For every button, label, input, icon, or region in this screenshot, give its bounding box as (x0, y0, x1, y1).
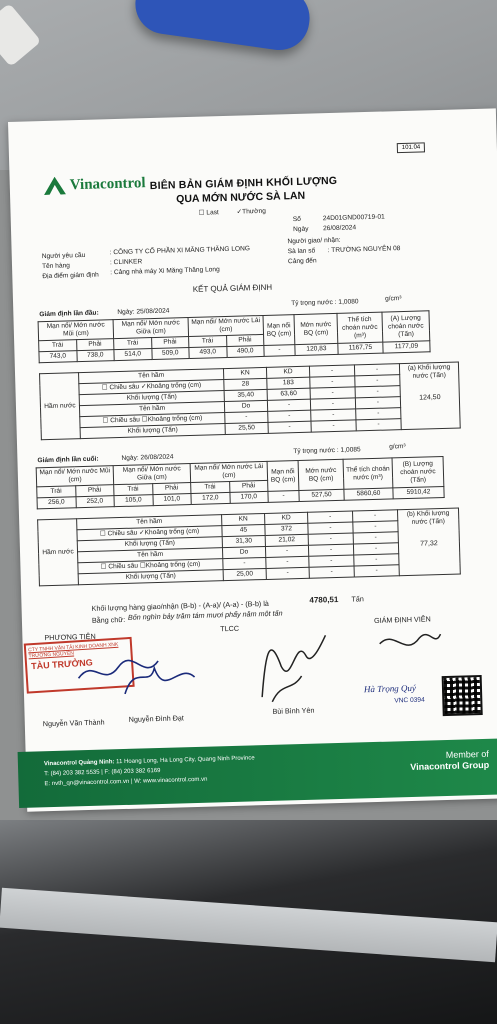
draft-cell: 170,0 (229, 491, 268, 503)
so-label: Số (292, 215, 302, 224)
words-label: Bằng chữ: (91, 614, 126, 625)
depth-row: ☐ Chiều sâu ✓Khoảng trống (cm) (77, 526, 222, 541)
hdr-trai: Trái (189, 335, 227, 347)
first-label: Giám định lần đầu: (39, 309, 99, 319)
depth-row: ☐ Chiều sâu ☐Khoảng trống (cm) (80, 413, 225, 428)
name-3: Bùi Bình Yên (272, 705, 315, 716)
hdr-phai: Phải (151, 337, 189, 349)
hdr-lai: Mạn nổi/ Mớn nước Lái (cm) (188, 315, 264, 336)
inspection-report-paper (8, 108, 497, 811)
vnc-code: VNC 0394 (394, 696, 425, 705)
tank-cell: 45 (222, 524, 265, 536)
footer-email: E: nvth_qn@vinacontrol.com.vn | W: www.vinacontrol.com.vn (44, 776, 208, 788)
draft-cell: 514,0 (114, 349, 152, 361)
first-mass-cell (399, 362, 460, 430)
mass-row-label: Khối lượng (Tấn) (80, 424, 225, 439)
draft-cell: 743,0 (39, 351, 77, 363)
footer-member-of: Member of (445, 748, 489, 761)
first-mass-label: (a) Khối lượng nước (Tấn) (407, 363, 451, 380)
footer-group: Vinacontrol Group (410, 759, 490, 773)
draft-cell: - (268, 491, 299, 503)
last-density-unit: g/cm³ (389, 443, 406, 451)
hdr-phai: Phải (229, 480, 268, 492)
tank-cell: 21,02 (265, 534, 308, 546)
tank-cell: 25,00 (223, 568, 266, 580)
footer-member (410, 749, 489, 773)
report-subtitle: QUA MỚN NƯỚC SÀ LAN (176, 189, 306, 206)
hdr-phai: Phải (75, 485, 114, 497)
signature-3 (250, 625, 332, 707)
depth-row: ☐ Chiều sâu ✓Khoảng trống (cm) (79, 380, 224, 395)
tank-cell: Do (224, 400, 267, 412)
footer-contact (44, 753, 256, 789)
last-mass-value: 77,32 (420, 540, 438, 548)
deliverer-label: Người giao/ nhận: (287, 236, 341, 246)
hdr-bq1: Mạn nổi BQ (cm) (267, 461, 299, 492)
ngay-label: Ngày (293, 225, 309, 234)
barge-label: Sà lan số (287, 247, 316, 256)
ten-ham: Tên hầm (79, 369, 224, 384)
sign-left: PHƯƠNG TIỆN (44, 631, 96, 643)
last-label: Giám định lần cuối: (37, 455, 99, 465)
draft-cell: 101,0 (152, 494, 191, 506)
place-value: : Cảng nhà máy Xi Măng Thăng Long (110, 266, 220, 277)
requester-label: Người yêu cầu (41, 251, 86, 261)
draft-cell: - (264, 345, 295, 357)
place-label: Địa điểm giám định (42, 271, 99, 281)
kd-header: KD (265, 512, 308, 524)
so-value: 24D01GND00719-01 (322, 213, 385, 223)
hdr-trai: Trái (39, 340, 77, 352)
report-title: BIÊN BẢN GIÁM ĐỊNH KHỐI LƯỢNG (149, 174, 338, 193)
result-title: KẾT QUẢ GIÁM ĐỊNH (192, 282, 273, 294)
ngay-value: 26/08/2024 (323, 224, 357, 233)
hdr-trai: Trái (37, 486, 76, 498)
ham-label: Hầm nước (38, 519, 79, 586)
hdr-lai: Mạn nổi/ Mớn nước Lái (cm) (190, 461, 268, 482)
requester-value: : CÔNG TY CỔ PHẦN XI MĂNG THĂNG LONG (109, 245, 251, 257)
last-date: Ngày: 26/08/2024 (121, 453, 174, 462)
mass-row-label: Khối lượng (Tấn) (77, 537, 222, 552)
tank-cell: 372 (265, 523, 308, 535)
ten-ham: Tên hầm (79, 402, 224, 417)
last-density: Tỷ trọng nước : 1,0085 (293, 446, 361, 456)
hdr-bq2: Mớn nước BQ (cm) (294, 313, 338, 344)
signature-2 (119, 657, 200, 699)
last-mass-label: (b) Khối lượng nước (Tấn) (406, 509, 450, 526)
total-label: Khối lượng hàng giao/nhận (B-b) - (A-a)/ (A-a) - (B-b) là (91, 598, 269, 613)
first-draft-table (38, 307, 431, 363)
logo-text: Vinacontrol (69, 174, 146, 193)
last-tank-table: Hầm nước Tên hầm KN KD - - (b) Khối lượng nước (Tấn) 77,32 ☐ Chiều sâu ✓Khoảng trống (cm) 45 372 - - Khối lượng (Tấn) 31,30 21,02 - - Tên hầm Do - - - ☐ Chiều sâu ☐Khoảng trống (cm) - - - - Khối lượng (Tấn) 25,00 - - - (37, 508, 461, 587)
inspector-signature-text: Hà Trọng Quý (363, 682, 417, 695)
tank-cell: 63,60 (267, 388, 310, 400)
tank-cell: 35,40 (224, 389, 267, 401)
name-2: Nguyễn Đình Đạt (128, 713, 184, 724)
ten-ham: Tên hầm (77, 515, 222, 530)
type-last: ☐ Last (198, 209, 219, 217)
hdr-trai: Trái (191, 481, 230, 493)
draft-cell: 5910,42 (393, 486, 444, 498)
tank-cell: 25,50 (225, 422, 268, 434)
sign-right: GIÁM ĐỊNH VIÊN (373, 614, 431, 625)
hdr-b-mass: (B) Lượng choán nước (Tấn) (392, 456, 444, 487)
draft-cell: 1167,75 (338, 342, 383, 354)
tank-cell: Do (222, 546, 265, 558)
barge-value: : TRƯỜNG NGUYÊN 08 (327, 245, 401, 255)
footer-phone: T: (84) 203 382 5535 | F: (84) 203 382 6169 (44, 767, 161, 778)
ten-ham: Tên hầm (78, 548, 223, 563)
draft-cell: 738,0 (76, 350, 114, 362)
qr-code-icon (442, 675, 483, 716)
total-unit: Tấn (351, 594, 364, 604)
hdr-vol: Thể tích choán nước (m³) (337, 312, 383, 343)
draft-cell: 1177,09 (383, 341, 430, 353)
tank-cell: 31,30 (222, 535, 265, 547)
draft-cell: 105,0 (114, 495, 153, 507)
first-density: Tỷ trọng nước : 1,0080 (291, 298, 359, 308)
draft-cell: 5860,60 (344, 488, 393, 500)
goods-value: : CLINKER (109, 258, 143, 267)
hdr-mui: Mạn nổi/ Mớn nước Mũi (cm) (38, 320, 114, 341)
words-value: Bốn nghìn bảy trăm tám mươi phẩy năm một tấn (127, 608, 283, 622)
draft-cell: 490,0 (226, 345, 264, 357)
first-tank-table: Hầm nước Tên hầm KN KD - - (a) Khối lượng nước (Tấn) 124,50 ☐ Chiều sâu ✓Khoảng trống (cm) 28 183 - - Khối lượng (Tấn) 35,40 63,60 - - Tên hầm Do - - - ☐ Chiều sâu ☐Khoảng trống (cm) - - - - Khối lượng (Tấn) 25,50 - - - (39, 362, 461, 441)
logo-mark-icon (44, 176, 66, 195)
first-density-unit: g/cm³ (384, 295, 402, 303)
tank-cell: 183 (267, 377, 310, 389)
mass-row-label: Khối lượng (Tấn) (78, 570, 223, 585)
draft-cell: 493,0 (189, 346, 227, 358)
draft-cell: 509,0 (151, 348, 189, 360)
last-mass-cell (397, 508, 460, 576)
draft-cell: 256,0 (37, 497, 76, 509)
hdr-bq2: Mớn nước BQ (cm) (298, 459, 344, 490)
first-mass-value: 124,50 (419, 394, 441, 402)
kn-header: KN (222, 513, 265, 525)
stamp-title: TÀU TRƯỞNG (30, 657, 93, 672)
last-draft-table (36, 453, 445, 509)
form-number: 101.04 (397, 142, 426, 153)
sign-mid: TLCC (220, 623, 240, 634)
kn-header: KN (223, 367, 266, 379)
hdr-trai: Trái (114, 484, 153, 496)
hdr-a-mass: (A) Lượng choán nước (Tấn) (382, 311, 430, 342)
ham-label: Hầm nước (40, 373, 81, 440)
footer-office: Vinacontrol Quảng Ninh: (43, 759, 115, 768)
type-regular: ✓Thường (236, 207, 267, 216)
draft-cell: 120,83 (295, 343, 338, 355)
goods-label: Tên hàng (41, 262, 71, 271)
name-1: Nguyễn Văn Thành (42, 717, 105, 729)
mass-row-label: Khối lượng (Tấn) (79, 391, 224, 406)
kd-header: KD (266, 366, 309, 378)
hdr-mui: Mạn nổi/ Mớn nước Mũi (cm) (36, 466, 114, 487)
first-date: Ngày: 25/08/2024 (117, 307, 170, 317)
hdr-bq1: Mạn nổi BQ (cm) (263, 315, 295, 346)
draft-cell: 172,0 (191, 492, 230, 504)
tank-cell: 28 (224, 378, 267, 390)
footer-address: 11 Hoang Long, Ha Long City, Quang Ninh Province (116, 755, 255, 766)
hdr-phai: Phải (226, 334, 264, 346)
footer-band (18, 738, 497, 808)
depth-row: ☐ Chiều sâu ☐Khoảng trống (cm) (78, 559, 223, 574)
signature-4 (374, 622, 445, 664)
hdr-phai: Phải (152, 483, 191, 495)
hdr-giua: Mạn nổi/ Mớn nước Giữa (cm) (113, 318, 189, 339)
hdr-giua: Mạn nổi/ Mớn nước Giữa (cm) (113, 464, 191, 485)
hdr-trai: Trái (114, 338, 152, 350)
stamp-company: CTY TNHH VẬN TẢI KINH DOANH XNK TRƯỜNG NGUYÊN (27, 641, 119, 660)
draft-cell: 252,0 (75, 496, 114, 508)
port-label: Cảng đến (287, 257, 317, 266)
total-value: 4780,51 (309, 594, 339, 605)
draft-cell: 527,50 (299, 489, 344, 501)
hdr-vol: Thể tích choán nước (m³) (343, 458, 393, 489)
vinacontrol-logo (44, 174, 146, 195)
hdr-phai: Phải (76, 339, 114, 351)
